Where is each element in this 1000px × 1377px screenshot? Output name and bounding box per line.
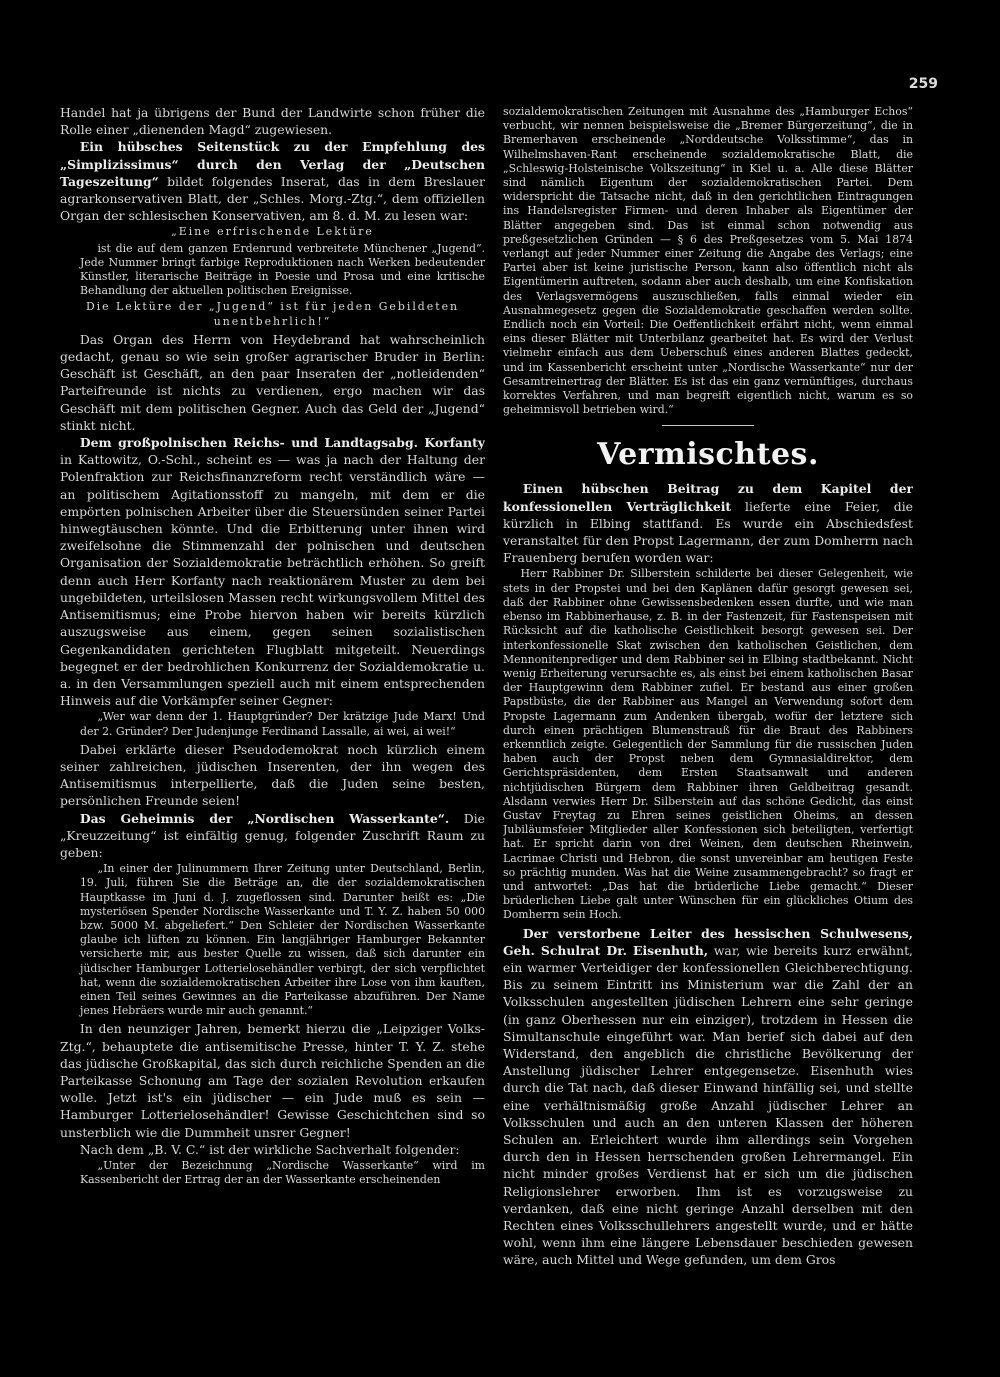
right-column-top xyxy=(503,105,913,417)
left-column xyxy=(60,104,485,1314)
paragraph xyxy=(60,104,485,138)
paragraph xyxy=(60,741,485,810)
paragraph xyxy=(503,105,913,417)
paragraph xyxy=(60,225,485,239)
paragraph-text: Herr Rabbiner Dr. Silberstein schilderte bei dieser Gelegenheit, wie stets in der Propstei und bei den Kaplänen dafür gesorgt gewesen sei, daß der Rabbiner ohne Gewissensbedenken essen durfte, und wie man ebenso im Rabbinerhause, z. B. in der Fastenzeit, für Fastenspeisen mit Rücksicht auf die katholische Geistlichkeit besorgt gewesen sei. Der interkonfessionelle Skat zwischen den katholischen Geistlichen, dem Mennonitenprediger und dem Rabbiner sei in Elbing stadtbekannt. Nicht wenig Erheiterung verursachte es, als einst bei einem katholischen Basar der Hauptgewinn dem Rabbiner zufiel. Er bestand aus einer großen Papstbüste, die der Rabbiner aus Mangel an Verwendung sofort dem Propste Lagermann zum Andenken übergab, wofür der letztere sich durch einen prächtigen Blumenstrauß für die Braut des Rabbiners erkenntlich zeigte. Gelegentlich der Sammlung für die russischen Juden haben auch der Propst neben dem Gymnasialdirektor, dem Gerichtspräsidenten, dem Ersten Staatsanwalt und anderen nichtjüdischen Bürgern dem Rabbiner ihren Geldbeitrag gesandt. Alsdann verwies Herr Dr. Silberstein auf das schöne Gedicht, das einst Gustav Freytag zu Ehren seines geistlichen Oheims, an dessen Jubiläumsfeier Mitglieder aller Konfessionen sich beteiligten, verfertigt hat. Er spricht darin von drei Weinen, dem deutschen Rheinwein, Lacrimae Christi und Hebron, die sonst unvereinbar am heutigen Feste so prächtig munden. Was hat die Weine zusammengebracht? so fragt er und antwortet: „Das hat die brüderliche Liebe gemacht.“ Dieser brüderlichen Liebe galt unter Wünschen für ein glückliches Otium des Domherrn sein Hoch. xyxy=(503,567,913,922)
paragraph-text: war, wie bereits kurz erwähnt, ein warmer Verteidiger der konfessionellen Gleichberechtigung. Bis zu seinem Eintritt ins Ministerium war die Zahl der an Volksschulen angestellten jüdischen Lehrern eine sehr geringe (in ganz Oberhessen nur ein einziger), trotzdem in Hessen die Simultanschule eingeführt war. Man berief sich dabei auf den Widerstand, den angeblich die christliche Bevölkerung der Anstellung jüdischer Lehrer entgegensetze. Eisenhuth wies durch die Tat nach, daß dieser Einwand hinfällig sei, und stellte eine verhältnismäßig große Anzahl jüdischer Lehrer an Volksschulen und auch an den unteren Klassen der höheren Schulen an. Erleichtert wurde ihm allerdings sein Vorgehen durch den in Hessen herrschenden großen Lehrermangel. Ein nicht minder großes Verdienst hat er sich um die jüdischen Religionslehrer erworben. Ihm ist es vorzugsweise zu verdanken, daß eine nicht geringe Anzahl derselben mit den Rechten eines Volksschullehrers angestellt wurde, und er hätte wohl, wenn ihm eine längere Lebensdauer beschieden gewesen wäre, auch Mittel und Wege gefunden, um dem Gros xyxy=(503,942,913,1268)
section-heading-vermischtes: Vermischtes. xyxy=(597,437,819,473)
paragraph-lead: Das Geheimnis der „Nordischen Wasserkante“. xyxy=(79,810,450,826)
paragraph xyxy=(60,710,485,738)
paragraph-text: Das Organ des Herrn von Heydebrand hat wahrscheinlich gedacht, genau so wie sein großer agrarischer Bruder in Berlin: Geschäft ist Geschäft, an den paar Inseraten der „notleidenden“ Parteifreunde ist nichts zu verdienen, ergo machen wir das Geschäft mit dem politischen Gegner. Auch das Geld der „Jugend“ stinkt nicht. xyxy=(60,331,485,433)
section-divider xyxy=(662,425,754,426)
paragraph-text: In den neunziger Jahren, bemerkt hierzu die „Leipziger Volks-Ztg.“, behauptete die antisemitische Presse, hinter T. Y. Z. stehe das jüdische Großkapital, das sich durch reichliche Spenden an die Parteikasse Schonung am Tage der sozialen Revolution erkaufen wolle. Jetzt ist's ein jüdischer — ein Jude muß es sein — Hamburger Lotterielosehändler! Gewisse Geschichtchen sind so unsterblich wie die Dummheit unsrer Gegner! xyxy=(60,1021,485,1140)
paragraph-text: „In einer der Julinummern Ihrer Zeitung unter Deutschland, Berlin, 19. Juli, führen Sie die Beträge an, die der sozialdemokratischen Hauptkasse im Juni d. J. zugeflossen sind. Darunter heißt es: „Die mysteriösen Spender Nordische Wasserkante und T. Y. Z. haben 50 000 bzw. 5000 M. abgeliefert.“ Den Schleier der Nordischen Wasserkante glaube ich lüften zu können. Ein langjähriger Hamburger Bekannter versicherte mir, aus bester Quelle zu wissen, daß sich darunter ein jüdischer Hamburger Lotterielosehändler verbirgt, der sich verpflichtet hat, wenn die sozialdemokratischen Arbeiter ihre Lose von ihm kauften, einen Teil seines Gewinnes an die Parteikasse abzuführen. Der Name jenes Hebräers wurde mir auch genannt.“ xyxy=(80,862,485,1018)
paragraph-text: sozialdemokratischen Zeitungen mit Ausnahme des „Hamburger Echos“ verbucht, wir nennen beispielsweise die „Bremer Bürgerzeitung“, die in Bremerhaven erscheinende „Norddeutsche Volksstimme“, das in Wilhelmshaven-Rant erscheinende sozialdemokratische Blatt, die „Schleswig-Holsteinische Volkszeitung“ in Kiel u. a. Alle diese Blätter sind nämlich Eigentum der sozialdemokratischen Partei. Dem widerspricht die Tatsache nicht, daß in den gerichtlichen Eintragungen ins Handelsregister Firmen- und deren Inhaber als Eigentümer der Blätter angegeben sind. Das ist einmal schon notwendig aus preßgesetzlichen Gründen — § 6 des Preßgesetzes vom 5. Mai 1874 verlangt auf jeder Nummer einer Zeitung die Angabe des Verlags; eine Partei aber ist keine juristische Person, kann also öffentlich nicht als Eigentümerin auftreten, sodann aber auch deshalb, um eine Konfiskation des Verlagsvermögens auszuschließen, falls einmal wieder ein Ausnahmegesetz gegen die Sozialdemokratie geschaffen werden sollte. Endlich noch ein Vorteil: Die Oeffentlichkeit erfährt nicht, wenn einmal eins dieser Blätter mit Unterbilanz gearbeitet hat. Es wird der Verlust vielmehr einfach aus dem Ueberschuß eines anderen Blattes gedeckt, und im Kassenbericht erscheint unter „Nordische Wasserkante“ nur der Gesamtreinertrag der Blätter. Es ist das ein ganz vernünftiges, durchaus korrektes Verfahren, und man begreift eigentlich nicht, warum es so geheimnisvoll betrieben wird.“ xyxy=(503,105,913,417)
paragraph-lead: Einen hübschen Beitrag zu dem Kapitel der konfessionellen Verträglichkeit xyxy=(503,481,913,514)
paragraph xyxy=(60,1020,485,1140)
paragraph xyxy=(503,567,913,922)
paragraph-text: bildet folgendes Inserat, das in dem Breslauer agrarkonservativen Blatt, der „Schles. Morg.-Ztg.“, dem offiziellen Organ der schlesischen Konservativen, am 8. d. M. zu lesen war: xyxy=(60,173,485,224)
paragraph-text: in Kattowitz, O.-Schl., scheint es — was ja nach der Haltung der Polenfraktion zur Reichsfinanzreform recht verständlich wäre — an politischem Agitationsstoff zu mangeln, mit dem er die empörten polnischen Arbeiter über die Steuersünden seiner Partei hinwegtäuschen könnte. Und die Erbitterung unter ihnen wird zweifelsohne die Stimmenzahl der polnischen und deutschen Organisation der Sozialdemokratie beträchtlich erhöhen. So greift denn auch Herr Korfanty nach reaktionärem Muster zu dem bei ungebildeten, urteilslosen Massen recht wirkungsvollem Mittel des Antisemitismus; eine Probe hiervon haben wir bereits kürzlich auszugsweise aus einem, gegen seinen sozialistischen Gegenkandidaten gerichteten Flugblatt mitgeteilt. Neuerdings begegnet er der bedrohlichen Konkurrenz der Sozialdemokratie u. a. in den Versammlungen speziell auch mit einem entsprechenden Hinweis auf die Vorkämpfer seiner Gegner: xyxy=(60,452,485,709)
paragraph-text: „Wer war denn der 1. Hauptgründer? Der krätzige Jude Marx! Und der 2. Gründer? Der Judenjunge Ferdinand Lassalle, ai wei, ai wei!“ xyxy=(80,710,485,738)
paragraph xyxy=(60,810,485,862)
paragraph xyxy=(503,925,913,1269)
paragraph xyxy=(60,242,485,299)
page-number: 259 xyxy=(908,76,938,92)
paragraph xyxy=(60,1141,485,1158)
paragraph-text: Handel hat ja übrigens der Bund der Landwirte schon früher die Rolle einer „dienenden Magd“ zugewiesen. xyxy=(60,105,485,138)
paragraph-text: lieferte eine Feier, die kürzlich in Elbing stattfand. Es wurde ein Abschiedsfest veranstaltet für den Propst Lagermann, der zum Domherrn nach Frauenberg berufen worden war: xyxy=(503,498,913,566)
paragraph xyxy=(60,331,485,434)
paragraph xyxy=(60,434,485,709)
paragraph-text: „Eine erfrischende Lektüre xyxy=(171,225,374,239)
paragraph xyxy=(60,138,485,224)
paragraph-text: Nach dem „B. V. C.“ ist der wirkliche Sachverhalt folgender: xyxy=(79,1141,460,1157)
paragraph-text: Die „Kreuzzeitung“ ist einfältig genug, folgender Zuschrift Raum zu geben: xyxy=(60,810,485,860)
right-column xyxy=(503,104,913,1314)
paragraph xyxy=(503,480,913,566)
paragraph xyxy=(60,300,485,328)
right-column-bottom xyxy=(503,480,913,1268)
paragraph xyxy=(60,1159,485,1187)
paragraph-lead: Ein hübsches Seitenstück zu der Empfehlung des „Simplizissimus“ durch den Verlag der „Deutschen Tageszeitung“ xyxy=(60,139,485,189)
paragraph-lead: Der verstorbene Leiter des hessischen Schulwesens, Geh. Schulrat Dr. Eisenhuth, xyxy=(503,925,913,958)
paragraph-text: ist die auf dem ganzen Erdenrund verbreitete Münchener „Jugend“. Jede Nummer bringt farbige Reproduktionen nach Werken bedeutender Künstler, literarische Beiträge in Poesie und Prosa und eine kritische Behandlung der aktuellen politischen Ereignisse. xyxy=(80,241,485,298)
paragraph xyxy=(60,862,485,1018)
paragraph-text: Die Lektüre der „Jugend“ ist für jeden Gebildeten unentbehrlich!“ xyxy=(85,300,460,328)
paragraph-lead: Dem großpolnischen Reichs- und Landtagsabg. Korfanty xyxy=(79,435,485,451)
paragraph-text: Dabei erklärte dieser Pseudodemokrat noch kürzlich einem seiner zahlreichen, jüdischen Inserenten, der ihn wegen des Antisemitismus interpellierte, daß die Juden seine besten, persönlichen Freunde seien! xyxy=(60,741,485,809)
paragraph-text: „Unter der Bezeichnung „Nordische Wasserkante“ wird im Kassenbericht der Ertrag der an der Wasserkante erscheinenden xyxy=(80,1159,485,1187)
